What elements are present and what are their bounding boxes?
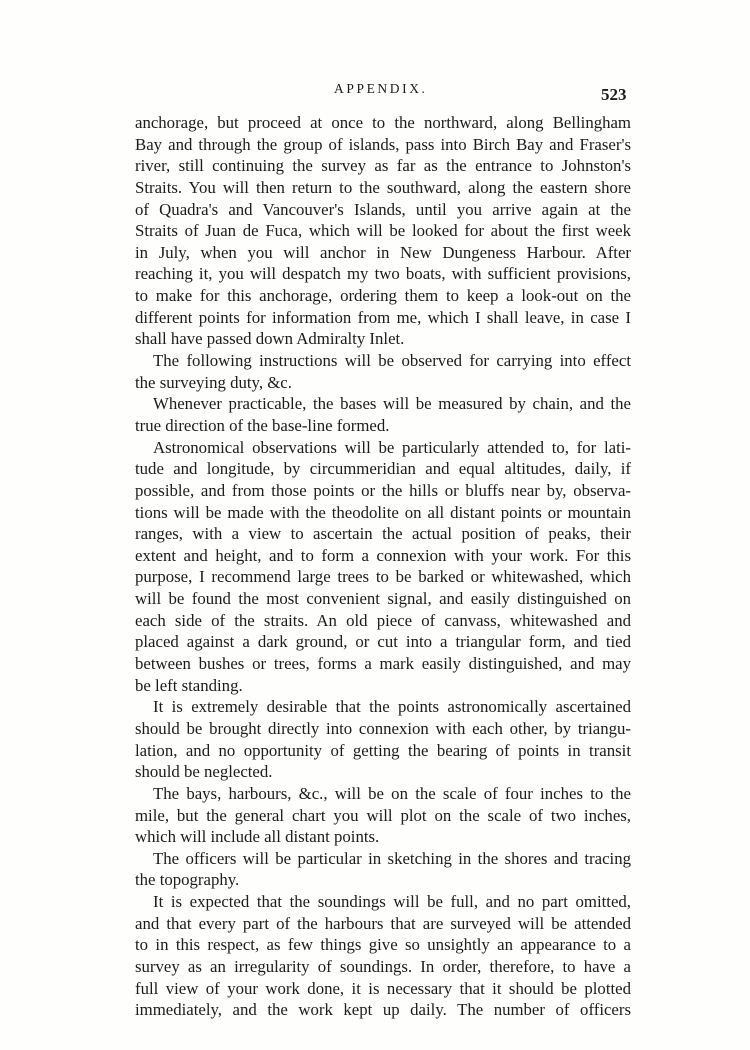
text-line: tions will be made with the theodolite on all distant points or mountain — [135, 502, 631, 522]
paragraph-end-line: the surveying duty, &c. — [135, 372, 292, 392]
page-number: 523 — [601, 85, 627, 104]
text-line: between bushes or trees, forms a mark easily distinguished, and may — [135, 654, 631, 674]
text-line: purpose, I recommend large trees to be barked or whitewashed, which — [135, 567, 631, 587]
text-line: reaching it, you will despatch my two boats, with sufficient provisions, — [135, 264, 631, 284]
running-head-title: APPENDIX. — [334, 81, 428, 96]
text-line: will be found the most convenient signal, and easily distinguished on — [135, 589, 631, 609]
paragraph-end-line: which will include all distant points. — [135, 827, 380, 847]
paragraph-first-line: The following instructions will be observed for carrying into effect — [153, 351, 631, 371]
paragraph-end-line: should be neglected. — [135, 762, 273, 782]
text-line: placed against a dark ground, or cut into a triangular form, and tied — [135, 632, 631, 652]
text-line: immediately, and the work kept up daily. The number of officers — [135, 1000, 631, 1020]
text-line: Straits. You will then return to the southward, along the eastern shore — [135, 177, 631, 197]
paragraph-first-line: Whenever practicable, the bases will be measured by chain, and the — [153, 394, 631, 414]
text-line: to make for this anchorage, ordering them to keep a look-out on the — [135, 286, 631, 306]
paragraph-first-line: It is expected that the soundings will be full, and no part omitted, — [153, 892, 631, 912]
paragraph-first-line: The bays, harbours, &c., will be on the scale of four inches to the — [153, 783, 631, 803]
text-line: ranges, with a view to ascertain the actual position of peaks, their — [135, 524, 631, 544]
paragraph-end-line: the topography. — [135, 870, 240, 890]
text-line: and that every part of the harbours that are surveyed will be attended — [135, 913, 631, 933]
text-line: river, still continuing the survey as far as the entrance to Johnston's — [135, 156, 631, 176]
text-line: each side of the straits. An old piece of canvass, whitewashed and — [135, 610, 631, 630]
text-line: Bay and through the group of islands, pass into Birch Bay and Fraser's — [135, 134, 631, 154]
text-line: survey as an irregularity of soundings. In order, therefore, to have a — [135, 956, 631, 976]
paragraph-end-line: be left standing. — [135, 675, 243, 695]
text-line: different points for information from me, which I shall leave, in case I — [135, 307, 631, 327]
text-line: should be brought directly into connexion with each other, by triangu- — [135, 718, 631, 738]
text-line: full view of your work done, it is necessary that it should be plotted — [135, 978, 631, 998]
text-line: of Quadra's and Vancouver's Islands, until you arrive again at the — [135, 199, 631, 219]
text-line: in July, when you will anchor in New Dungeness Harbour. After — [135, 242, 631, 262]
paragraph-end-line: true direction of the base-line formed. — [135, 415, 390, 435]
running-head — [0, 80, 750, 104]
text-line: mile, but the general chart you will plot on the scale of two inches, — [135, 805, 631, 825]
text-line: lation, and no opportunity of getting the bearing of points in transit — [135, 740, 631, 760]
text-line: possible, and from those points or the hills or bluffs near by, observa- — [135, 480, 631, 500]
body-text — [135, 112, 631, 1021]
text-line: tude and longitude, by circummeridian and equal altitudes, daily, if — [135, 459, 631, 479]
text-line: anchorage, but proceed at once to the northward, along Bellingham — [135, 113, 631, 132]
text-line: extent and height, and to form a connexion with your work. For this — [135, 545, 631, 565]
text-line: to in this respect, as few things give so unsightly an appearance to a — [135, 935, 631, 955]
paragraph-first-line: It is extremely desirable that the points astronomically ascertained — [153, 697, 631, 717]
paragraph-first-line: Astronomical observations will be particularly attended to, for lati- — [153, 437, 631, 457]
paragraph-first-line: The officers will be particular in sketching in the shores and tracing — [153, 848, 631, 868]
paragraph-end-line: shall have passed down Admiralty Inlet. — [135, 329, 405, 349]
text-line: Straits of Juan de Fuca, which will be looked for about the first week — [135, 221, 631, 241]
